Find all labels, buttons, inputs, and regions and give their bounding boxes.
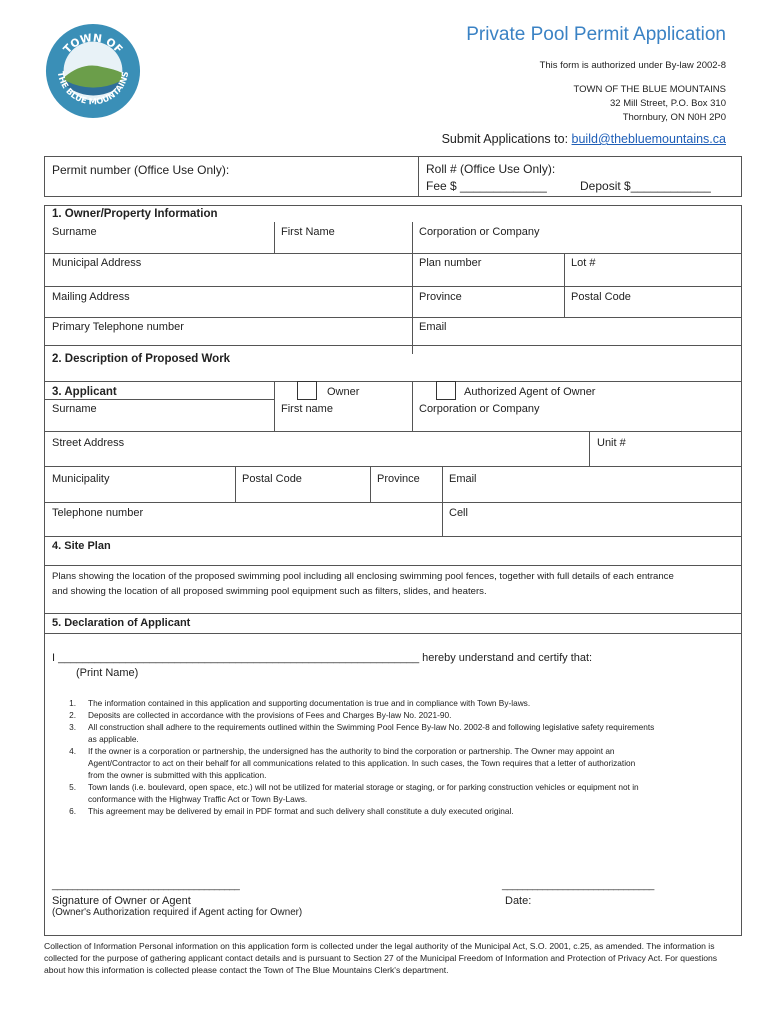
declaration-item-number: 4. [69,746,76,756]
date-line[interactable]: ______________________________ [502,880,654,891]
agent-option-label: Authorized Agent of Owner [464,386,596,398]
declaration-item-text: from the owner is submitted with this application. [88,770,267,780]
declaration-item-number: 1. [69,698,76,708]
declaration-item-text: This agreement may be delivered by email in PDF format and such delivery shall constitute a duly executed original. [88,806,514,816]
roll-number-label: Roll # (Office Use Only): [426,162,556,176]
mailing-address-field[interactable]: Mailing Address [52,291,130,303]
bylaw-note: This form is authorized under By-law 2002-8 [539,60,726,71]
applicant-first-name-field[interactable]: First name [281,403,333,415]
owner-email-field[interactable]: Email [419,321,447,333]
applicant-postal-code-field[interactable]: Postal Code [242,473,302,485]
declaration-item [64,745,734,781]
agent-checkbox[interactable] [436,381,456,400]
owner-phone-field[interactable]: Primary Telephone number [52,321,184,333]
declaration-item-text: conformance with the Highway Traffic Act or Town By-Laws. [88,794,308,804]
municipal-address-field[interactable]: Municipal Address [52,257,142,269]
declaration-item-text: Agent/Contractor to act on their behalf for all communications related to this application. In such cases, the Town requires that a letter of authorization [88,758,636,768]
declaration-item-number: 6. [69,806,76,816]
site-plan-text-2: and showing the location of all proposed swimming pool equipment such as filters, slides, and heaters. [52,586,487,597]
org-name: TOWN OF THE BLUE MOUNTAINS [573,84,726,95]
declaration-item-text: If the owner is a corporation or partnership, the undersigned has the authority to bind the corporation or partnership. The Owner may appoint an [88,746,615,756]
submit-email-link[interactable]: build@thebluemountains.ca [571,132,726,146]
declaration-item [64,805,734,817]
owner-corporation-field[interactable]: Corporation or Company [419,226,540,238]
permit-number-label: Permit number (Office Use Only): [52,163,230,177]
owner-section-heading: 1. Owner/Property Information [52,208,218,220]
plan-number-field[interactable]: Plan number [419,257,482,269]
declaration-item-number: 5. [69,782,76,792]
declaration-item-number: 3. [69,722,76,732]
applicant-corporation-field[interactable]: Corporation or Company [419,403,540,415]
municipality-field[interactable]: Municipality [52,473,110,485]
work-section-heading: 2. Description of Proposed Work [52,353,231,365]
applicant-section-heading: 3. Applicant [52,386,117,398]
deposit-field[interactable]: Deposit $____________ [580,179,711,193]
applicant-surname-field[interactable]: Surname [52,403,97,415]
declaration-item-text: The information contained in this application and supporting documentation is true and in compliance with Town By-laws. [88,698,531,708]
declaration-item [64,781,734,805]
declaration-heading: 5. Declaration of Applicant [52,617,191,629]
declaration-item [64,709,734,721]
declaration-item-text: as applicable. [88,734,139,744]
site-plan-text-1: Plans showing the location of the proposed swimming pool including all enclosing swimming pool fences, together with full details of each entrance [52,571,674,582]
applicant-phone-field[interactable]: Telephone number [52,507,144,519]
certify-print-name-field[interactable]: I ___________________________________________________________ hereby understand and certify that: [52,652,593,664]
owner-province-field[interactable]: Province [419,291,462,303]
owner-first-name-field[interactable]: First Name [281,226,335,238]
declaration-item-text: All construction shall adhere to the requirements outlined within the Swimming Pool Fence By-law No. 2002-8 and following legislative safety requirements [88,722,655,732]
privacy-notice: Collection of Information Personal information on this application form is collected under the legal authority of the Municipal Act, S.O. 2001, c.25, as amended. The information is collected for the purpose of gathering applicant contact details and is pursuant to Section 27 of the Municipal Freedom of Information and Protection of Privacy Act. For questions about how this information is collected please contact the Town of The Blue Mountains Clerk's department. [44,941,718,975]
owner-postal-code-field[interactable]: Postal Code [571,291,631,303]
signature-line[interactable]: _____________________________________ [52,880,240,891]
print-name-caption: (Print Name) [76,667,139,679]
applicant-email-field[interactable]: Email [449,473,477,485]
org-address-2: Thornbury, ON N0H 2P0 [622,112,726,123]
submit-instructions [400,132,726,146]
declaration-item-text: Deposits are collected in accordance with the provisions of Fees and Charges By-law No. 2021-90. [88,710,452,720]
fee-field[interactable]: Fee $ _____________ [426,179,547,193]
declaration-item [64,697,734,709]
owner-surname-field[interactable]: Surname [52,226,97,238]
street-address-field[interactable]: Street Address [52,437,125,449]
unit-number-field[interactable]: Unit # [597,437,626,449]
site-plan-heading: 4. Site Plan [52,540,111,552]
logo-bottom-text: THE BLUE MOUNTAINS [55,70,131,107]
logo-top-text: TOWN OF [60,31,126,56]
owner-checkbox[interactable] [297,381,317,400]
org-address-1: 32 Mill Street, P.O. Box 310 [610,98,726,109]
signature-label: Signature of Owner or Agent [52,895,191,907]
declaration-item-number: 2. [69,710,76,720]
applicant-province-field[interactable]: Province [377,473,420,485]
applicant-cell-field[interactable]: Cell [449,507,468,519]
page-title: Private Pool Permit Application [466,24,726,45]
owner-option-label: Owner [327,386,360,398]
lot-number-field[interactable]: Lot # [571,257,596,269]
town-logo [44,22,142,120]
declaration-item-text: Town lands (i.e. boulevard, open space, etc.) will not be utilized for material storage or staging, or for parking construction vehicles or equipment not in [88,782,639,792]
date-label: Date: [505,895,532,907]
submit-prefix: Submit Applications to: [441,132,572,146]
declaration-item [64,721,734,745]
signature-note: (Owner's Authorization required if Agent acting for Owner) [52,907,303,918]
